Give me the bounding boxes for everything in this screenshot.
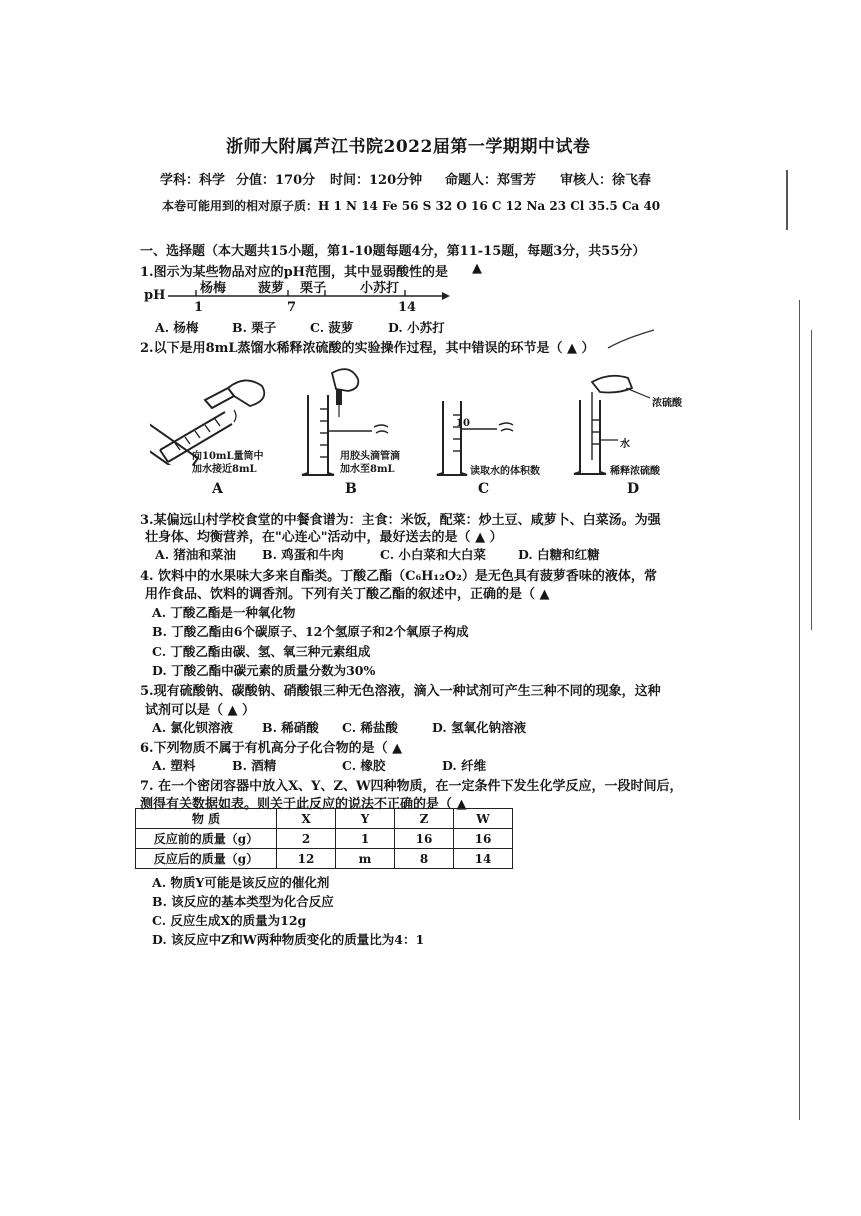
table-cell: 2 (277, 829, 336, 849)
q1-item-boluo: 菠萝 (258, 281, 285, 296)
q2-d-label-dilute: 稀释浓硫酸 (610, 466, 660, 477)
section-heading: 一、选择题（本大题共15小题，第1-10题每题4分，第11-15题，每题3分，共55分） (140, 244, 646, 259)
q1-ph-label: pH (144, 288, 166, 303)
q3-option-b: B. 鸡蛋和牛肉 (262, 547, 344, 562)
q4-option-b: B. 丁酸乙酯由6个碳原子、12个氢原子和2个氧原子构成 (152, 624, 469, 639)
q2-b-label-2: 加水至8mL (340, 464, 395, 475)
q4-option-d: D. 丁酸乙酯中碳元素的质量分数为30% (152, 663, 376, 678)
q7-option-d: D. 该反应中Z和W两种物质变化的质量比为4：1 (152, 932, 425, 947)
q2-caption-d: D (627, 481, 640, 497)
q5-option-d: D. 氢氧化钠溶液 (432, 720, 527, 735)
q1-tick-7: 7 (287, 300, 297, 315)
q1-option-d: D. 小苏打 (388, 320, 445, 335)
table-row (136, 849, 513, 869)
q3-option-c: C. 小白菜和大白菜 (380, 547, 486, 562)
pen-mark (606, 328, 656, 350)
scan-edge-line (786, 170, 788, 230)
q7-option-c: C. 反应生成X的质量为12g (152, 913, 307, 928)
table-cell: 14 (454, 849, 513, 869)
q3-stem-1: 3.某偏远山村学校食堂的中餐食谱为：主食：米饭，配菜：炒土豆、咸萝卜、白菜汤。为强 (140, 513, 661, 528)
atomic-masses: 本卷可能用到的相对原子质：H 1 N 14 Fe 56 S 32 O 16 C 12 Na 23 Cl 35.5 Ca 40 (162, 199, 661, 213)
page-title: 浙师大附属芦江书院2022届第一学期期中试卷 (226, 137, 591, 157)
q5-option-a: A. 氯化钡溶液 (152, 720, 233, 735)
q2-caption-c: C (478, 481, 490, 497)
q5-stem-1: 5.现有硫酸钠、碳酸钠、硝酸银三种无色溶液，滴入一种试剂可产生三种不同的现象，这种 (140, 684, 661, 699)
q6-stem: 6.下列物质不属于有机高分子化合物的是（ ▲ (140, 741, 403, 756)
q2-c-label-1: 读取水的体积数 (470, 466, 540, 477)
table-header-cell: 物 质 (136, 809, 277, 829)
q7-data-table (135, 808, 513, 869)
table-header-cell: Z (395, 809, 454, 829)
score: 分值：170分 (236, 173, 316, 188)
table-header-cell: W (454, 809, 513, 829)
q1-option-a: A. 杨梅 (155, 320, 199, 335)
q3-option-d: D. 白糖和红糖 (518, 547, 600, 562)
q6-option-a: A. 塑料 (152, 758, 196, 773)
q4-option-c: C. 丁酸乙酯由碳、氢、氧三种元素组成 (152, 644, 371, 659)
q7-stem-2: 测得有关数据如表。则关于此反应的说法不正确的是（ ▲ (140, 797, 467, 812)
q2-c-tick: 10 (456, 418, 470, 429)
q2-a-label-1: 向10mL量筒中 (192, 451, 264, 462)
table-cell: 1 (336, 829, 395, 849)
q2-caption-b: B (345, 481, 357, 497)
q2-caption-a: A (212, 481, 223, 497)
q2-d-label-water: 水 (620, 439, 630, 450)
table-header-row (136, 809, 513, 829)
table-cell: 反应后的质量（g） (136, 849, 277, 869)
table-row (136, 829, 513, 849)
q7-option-a: A. 物质Y可能是该反应的催化剂 (152, 875, 330, 890)
q1-option-c: C. 菠萝 (310, 320, 354, 335)
q6-option-d: D. 纤维 (442, 758, 487, 773)
q6-option-b: B. 酒精 (232, 758, 277, 773)
table-header-cell: X (277, 809, 336, 829)
table-cell: 反应前的质量（g） (136, 829, 277, 849)
q2-a-label-2: 加水接近8mL (192, 464, 257, 475)
q7-stem-1: 7. 在一个密闭容器中放入X、Y、Z、W四种物质，在一定条件下发生化学反应，一段时间后， (140, 779, 683, 794)
table-cell: 12 (277, 849, 336, 869)
q5-option-b: B. 稀硝酸 (262, 720, 319, 735)
q1-option-b: B. 栗子 (232, 320, 277, 335)
q1-tick-1: 1 (194, 300, 204, 315)
q4-option-a: A. 丁酸乙酯是一种氧化物 (152, 605, 296, 620)
table-cell: 16 (395, 829, 454, 849)
q1-item-yangmei: 杨梅 (200, 281, 227, 296)
q1-item-xiaosuda: 小苏打 (360, 281, 400, 296)
q4-stem-1: 4. 饮料中的水果味大多来自酯类。丁酸乙酯（C₆H₁₂O₂）是无色具有菠萝香味的液体，常 (140, 569, 657, 584)
scan-edge-line (811, 330, 812, 630)
author: 命题人：郑雪芳 (445, 173, 537, 188)
q1-answer-mark: ▲ (472, 261, 482, 276)
q1-tick-14: 14 (398, 300, 417, 315)
reviewer: 审核人：徐飞春 (560, 173, 652, 188)
q1-stem: 1.图示为某些物品对应的pH范围，其中显弱酸性的是 (140, 265, 448, 280)
q3-stem-2: 壮身体、均衡营养，在"心连心"活动中，最好送去的是（ ▲ ） (145, 530, 503, 545)
q2-d-label-acid: 浓硫酸 (652, 398, 682, 409)
scan-edge-line (799, 300, 800, 1120)
q1-item-lizi: 栗子 (300, 281, 327, 296)
table-cell: 16 (454, 829, 513, 849)
q2-stem: 2.以下是用8mL蒸馏水稀释浓硫酸的实验操作过程，其中错误的环节是（ ▲ ） (140, 341, 595, 356)
q7-option-b: B. 该反应的基本类型为化合反应 (152, 894, 334, 909)
table-header-cell: Y (336, 809, 395, 829)
exam-time: 时间：120分钟 (330, 173, 423, 188)
table-cell: 8 (395, 849, 454, 869)
q3-option-a: A. 猪油和菜油 (155, 547, 236, 562)
q4-stem-2: 用作食品、饮料的调香剂。下列有关丁酸乙酯的叙述中，正确的是（ ▲ (145, 587, 550, 602)
subject: 学科：科学 (160, 173, 226, 188)
table-cell: m (336, 849, 395, 869)
q5-option-c: C. 稀盐酸 (342, 720, 398, 735)
q2-b-label-1: 用胶头滴管滴 (340, 451, 400, 462)
q5-stem-2: 试剂可以是（ ▲ ） (145, 703, 256, 718)
q6-option-c: C. 橡胶 (342, 758, 386, 773)
